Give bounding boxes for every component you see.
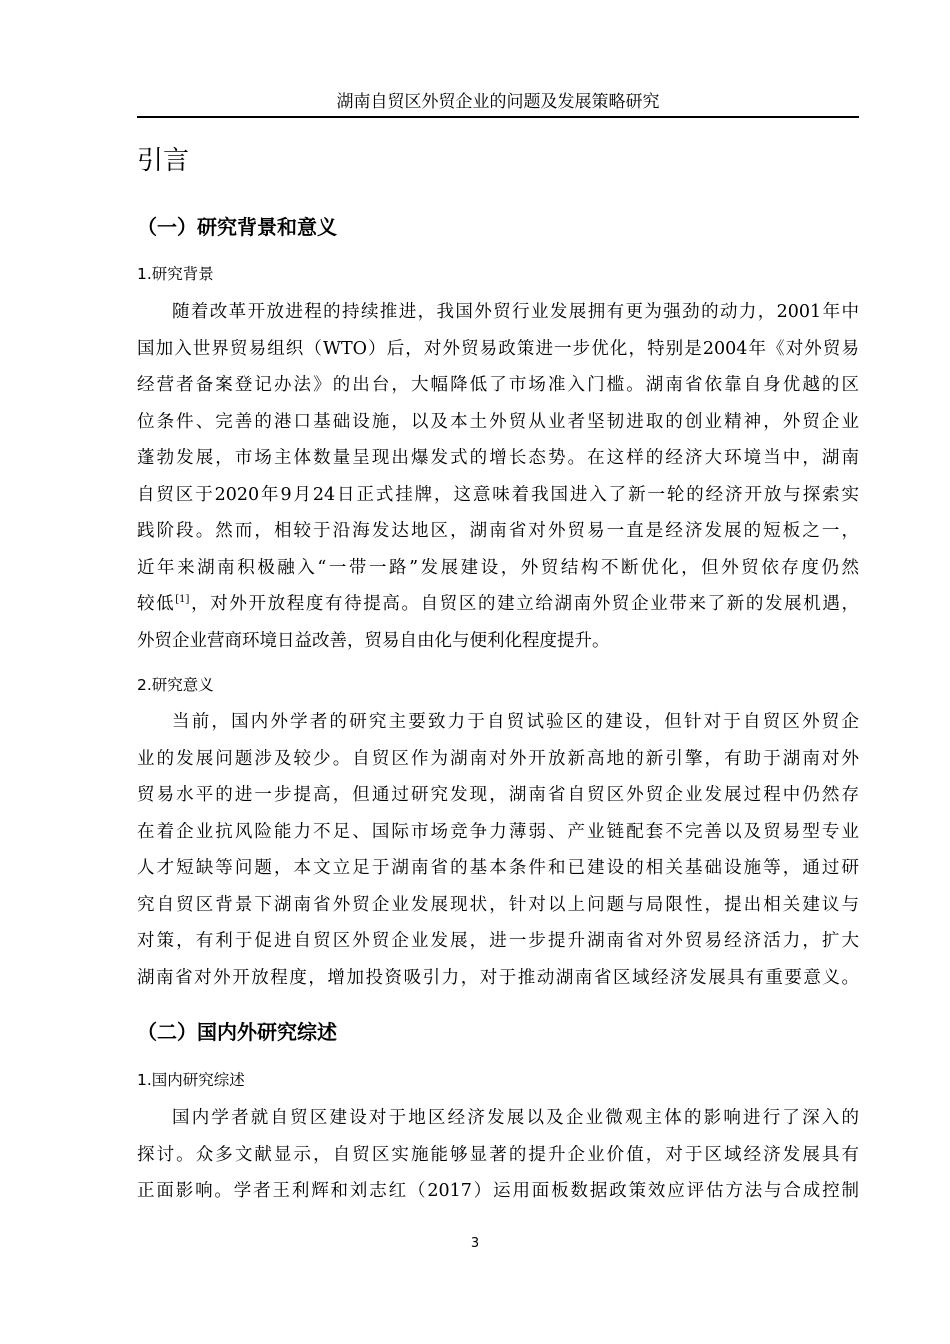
text-fragment: ，对外开放程度有待提高。自贸区的建立给湖南外贸企业带来了新的发展机遇， <box>189 594 859 614</box>
text-line: 业的发展问题涉及较少。自贸区作为湖南对外开放新高地的新引擎，有助于湖南对外 <box>137 748 859 769</box>
text-line: 国加入世界贸易组织（WTO）后，对外贸易政策进一步优化，特别是2004年《对外贸易 <box>137 338 859 359</box>
text-line: 人才短缺等问题，本文立足于湖南省的基本条件和已建设的相关基础设施等，通过研 <box>137 858 859 878</box>
header-rule <box>137 116 859 118</box>
text-line: 自贸区于2020年9月24日正式挂牌，这意味着我国进入了新一轮的经济开放与探索实 <box>137 484 859 505</box>
text-line: 国内学者就自贸区建设对于地区经济发展以及企业微观主体的影响进行了深入的 <box>172 1108 859 1128</box>
text-line: 经营者备案登记办法》的出台，大幅降低了市场准入门槛。湖南省依靠自身优越的区 <box>137 375 859 395</box>
text-line: 贸易水平的进一步提高，但通过研究发现，湖南省自贸区外贸企业发展过程中仍然存 <box>137 785 859 805</box>
section-title: 引言 <box>137 146 190 176</box>
text-line: 当前，国内外学者的研究主要致力于自贸试验区的建设，但针对于自贸区外贸企 <box>172 712 859 732</box>
text-line: 湖南省对外开放程度，增加投资吸引力，对于推动湖南省区域经济发展具有重要意义。 <box>137 967 859 988</box>
running-header: 湖南自贸区外贸企业的问题及发展策略研究 <box>336 92 660 112</box>
text-line-with-citation <box>137 586 859 623</box>
text-line: 近年来湖南积极融入“一带一路”发展建设，外贸结构不断优化，但外贸依存度仍然 <box>137 557 859 578</box>
paragraph-research-background <box>137 294 859 659</box>
heading-research-background: 1.研究背景 <box>137 265 214 283</box>
citation-marker: [1] <box>175 594 190 606</box>
text-line: 蓬勃发展，市场主体数量呈现出爆发式的增长态势。在这样的经济大环境当中，湖南 <box>137 448 859 468</box>
heading-domestic-review: 1.国内研究综述 <box>137 1071 245 1089</box>
text-line: 在着企业抗风险能力不足、国际市场竞争力薄弱、产业链配套不完善以及贸易型专业 <box>137 821 859 842</box>
text-line: 正面影响。学者王利辉和刘志红（2017）运用面板数据政策效应评估方法与合成控制 <box>137 1181 859 1201</box>
text-line: 究自贸区背景下湖南省外贸企业发展现状，针对以上问题与局限性，提出相关建议与 <box>137 894 859 915</box>
subsection-title-1: （一）研究背景和意义 <box>137 215 337 239</box>
subsection-title-2: （二）国内外研究综述 <box>137 1020 337 1044</box>
text-fragment: 较低 <box>137 594 176 614</box>
text-line: 随着改革开放进程的持续推进，我国外贸行业发展拥有更为强劲的动力，2001年中 <box>172 302 859 322</box>
text-line: 外贸企业营商环境日益改善，贸易自由化与便利化程度提升。 <box>137 630 610 651</box>
paragraph-domestic-review <box>137 1100 859 1210</box>
paragraph-research-significance <box>137 704 859 996</box>
text-line: 位条件、完善的港口基础设施，以及本土外贸从业者坚韧进取的创业精神，外贸企业 <box>137 411 859 432</box>
page-number: 3 <box>470 1236 480 1251</box>
text-line: 对策，有利于促进自贸区外贸企业发展，进一步提升湖南省对外贸易经济活力，扩大 <box>137 931 859 951</box>
text-line: 探讨。众多文献显示，自贸区实施能够显著的提升企业价值，对于区域经济发展具有 <box>137 1144 859 1165</box>
heading-research-significance: 2.研究意义 <box>137 676 214 694</box>
text-line: 践阶段。然而，相较于沿海发达地区，湖南省对外贸易一直是经济发展的短板之一， <box>137 521 859 541</box>
